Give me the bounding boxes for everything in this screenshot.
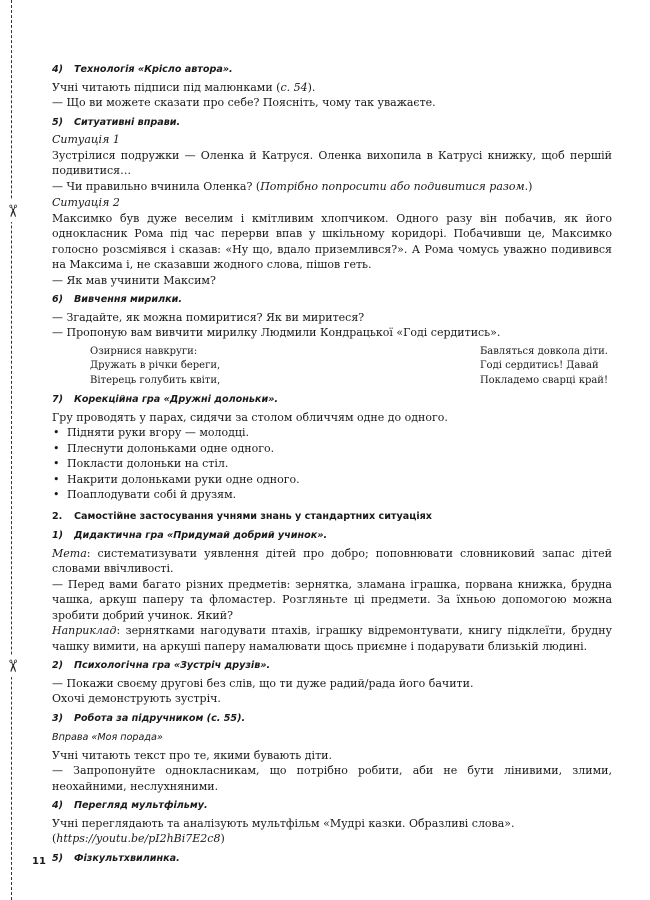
step-number: 7) bbox=[52, 394, 64, 405]
italic-text: с. 54 bbox=[280, 80, 308, 94]
line-text: Учні читають текст про те, якими бувають діти. bbox=[52, 748, 332, 762]
step-title: Психологічна гра «Зустріч друзів». bbox=[74, 660, 271, 671]
step-title: Технологія «Крісло автора». bbox=[74, 64, 233, 75]
text-line bbox=[52, 310, 612, 326]
bullet-list bbox=[52, 425, 612, 503]
step-heading bbox=[52, 392, 612, 408]
poem-line: Покладемо сварці край! bbox=[479, 374, 608, 386]
line-text: Учні переглядають та аналізують мультфільм «Мудрі казки. Образливі слова». bbox=[52, 816, 515, 830]
poem-column-right bbox=[480, 345, 608, 389]
bullet-item: • Покласти долоньки на стіл. bbox=[52, 456, 612, 472]
text-line bbox=[52, 95, 612, 111]
line-text: — Згадайте, як можна помиритися? Як ви миритеся? bbox=[52, 310, 365, 324]
step-number: 6) bbox=[52, 294, 64, 305]
poem-line: Годі сердитись! Давай bbox=[479, 360, 599, 371]
text-line bbox=[52, 410, 612, 426]
text-line bbox=[52, 748, 612, 764]
text-line bbox=[52, 676, 612, 692]
step-heading bbox=[52, 62, 612, 78]
page-number: 11 bbox=[32, 856, 46, 867]
paragraph bbox=[52, 546, 612, 577]
line-text: — Що ви можете сказати про себе? Поясніть, чому так уважаєте. bbox=[52, 96, 436, 109]
poem-line: Бавляться довкола діти. bbox=[479, 345, 608, 357]
text-line bbox=[52, 273, 612, 289]
paragraph: — Перед вами багато різних предметів: зернятка, зламана іграшка, порвана книжка, брудна чашка, аркуш паперу та фломастер. Розгляньте ці предмети. За їхньою допомогою можна зробити добрий учинок. Який? bbox=[52, 577, 612, 622]
paragraph: — Запропонуйте однокласникам, що потрібно робити, аби не бути лінивими, злими, неохайними, неслухняними. bbox=[52, 764, 612, 793]
poem-line: Озирнися навкруги: bbox=[90, 345, 198, 357]
line-text-end: .) bbox=[524, 179, 533, 193]
bullet-item: • Накрити долоньками руки одне одного. bbox=[52, 472, 612, 488]
paragraph bbox=[52, 623, 612, 654]
step-number: 5) bbox=[52, 116, 64, 128]
line-text: Учні читають підписи під малюнками ( bbox=[52, 80, 281, 94]
poem-column-left bbox=[90, 345, 220, 389]
bullet-item: • Плеснути долоньками одне одного. bbox=[52, 441, 612, 457]
line-text: — Покажи своєму другові без слів, що ти дуже радий/рада його бачити. bbox=[52, 676, 474, 690]
step-heading bbox=[52, 528, 612, 544]
step-number: 4) bbox=[52, 64, 64, 75]
italic-text: https://youtu.be/pI2hBi7E2c8 bbox=[56, 832, 221, 845]
line-text: — Пропоную вам вивчити мирилку Людмили Кондрацької «Годі сердитись». bbox=[52, 326, 501, 339]
paragraph-text: : зернятками нагодувати птахів, іграшку відремонтувати, книгу підклеїти, брудну чашку вимити, на аркуші паперу намалювати щось приємне і подарувати близькій людині. bbox=[52, 624, 612, 653]
step-number: 3) bbox=[52, 712, 64, 724]
line-text: — Чи правильно вчинила Оленка? ( bbox=[52, 179, 261, 193]
poem-line: Вітерець голубить квіти, bbox=[90, 374, 221, 386]
text-line bbox=[52, 179, 612, 195]
bullet-item: • Підняти руки вгору — молодці. bbox=[52, 425, 612, 441]
scissors-icon: ✂ bbox=[1, 200, 23, 222]
step-title: Вивчення мирилки. bbox=[74, 294, 183, 305]
paragraph: Максимко був дуже веселим і кмітливим хлопчиком. Одного разу він побачив, як його однокласник Рома під час перерви впав у шкільному коридорі. Побачивши це, Максимко голосно розсміявся і сказав: «Ну що, вдало приземлився?». А Рома чомусь уважно подивився на Максима і, не сказавши жодного слова, пішов геть. bbox=[52, 211, 612, 271]
text-line bbox=[52, 816, 612, 832]
line-text: ( bbox=[52, 832, 57, 845]
step-title: Дидактична гра «Придумай добрий учинок». bbox=[74, 530, 328, 541]
step-heading bbox=[52, 851, 612, 867]
line-text: Охочі демонструють зустріч. bbox=[52, 692, 221, 705]
step-heading bbox=[52, 658, 612, 674]
scissors-icon: ✂ bbox=[1, 655, 23, 677]
paragraph: Зустрілися подружки — Оленка й Катруся. Оленка вихопила в Катрусі книжку, щоб першій подивитися… bbox=[52, 148, 612, 177]
step-title: Корекційна гра «Дружні долоньки». bbox=[74, 394, 279, 405]
step-heading bbox=[52, 798, 612, 814]
term-label: Наприклад bbox=[52, 624, 117, 637]
situation-label: Ситуація 2 bbox=[52, 196, 120, 209]
step-heading bbox=[52, 292, 612, 308]
text-line bbox=[52, 691, 612, 707]
page-content bbox=[52, 58, 612, 868]
bullet-item: • Поаплодувати собі й друзям. bbox=[52, 487, 612, 503]
step-number: 2) bbox=[52, 660, 64, 671]
text-line bbox=[52, 80, 612, 96]
step-number: 1) bbox=[52, 530, 64, 541]
section-number: 2. bbox=[52, 510, 63, 522]
step-heading bbox=[52, 711, 612, 727]
line-text-end: ). bbox=[307, 80, 316, 94]
line-text: — Як мав учинити Максим? bbox=[52, 273, 216, 287]
term-label: Мета bbox=[52, 546, 87, 560]
cut-line bbox=[11, 0, 12, 900]
situation-label: Ситуація 1 bbox=[52, 133, 120, 146]
line-text: Гру проводять у парах, сидячи за столом обличчям одне до одного. bbox=[52, 410, 448, 424]
section-heading bbox=[52, 509, 612, 525]
text-line bbox=[52, 325, 612, 341]
section-title: Самостійне застосування учнями знань у стандартних ситуаціях bbox=[74, 510, 432, 522]
poem-line: Дружать в річки береги, bbox=[90, 360, 221, 371]
step-title: Ситуативні вправи. bbox=[74, 116, 181, 128]
step-number: 5) bbox=[52, 852, 64, 864]
step-title: Перегляд мультфільму. bbox=[74, 800, 208, 811]
step-title: Робота за підручником (с. 55). bbox=[74, 712, 246, 724]
step-heading bbox=[52, 115, 612, 131]
italic-text: Потрібно попросити або подивитися разом bbox=[260, 179, 525, 193]
paragraph-text: : систематизувати уявлення дітей про добро; поповнювати словниковий запас дітей словами ввічливості. bbox=[52, 546, 612, 575]
step-title: Фізкультхвилинка. bbox=[74, 852, 180, 864]
step-number: 4) bbox=[52, 800, 64, 811]
text-line bbox=[52, 831, 612, 847]
poem bbox=[52, 345, 612, 389]
line-text-end: ) bbox=[220, 832, 225, 845]
exercise-title: Вправа «Моя порада» bbox=[52, 732, 163, 743]
